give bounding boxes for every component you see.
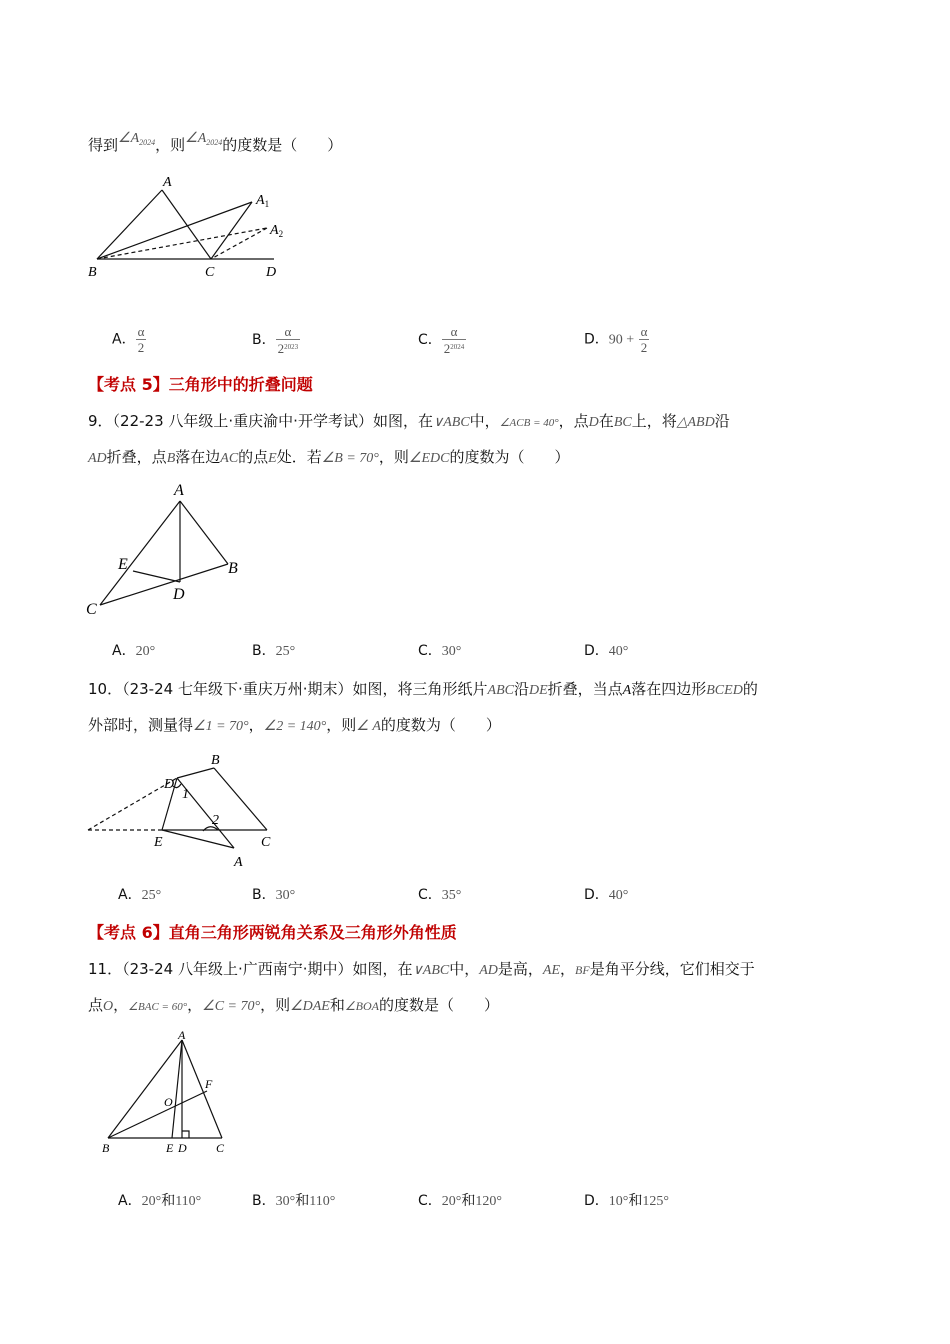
q8-label-c: C: [205, 265, 215, 280]
q11-label-b: B: [102, 1141, 110, 1155]
q8-stem-line: [88, 128, 342, 156]
q10-label-e: E: [154, 835, 163, 850]
section-5-heading: 【考点 5】三角形中的折叠问题: [88, 375, 313, 394]
q11-stem-line-2: 点O，∠BAC = 60°，∠C = 70°，则∠DAE和∠BOA的度数是（ ）: [88, 996, 499, 1014]
q10-option-d[interactable]: D．40°: [584, 887, 629, 903]
section-6-heading: 【考点 6】直角三角形两锐角关系及三角形外角性质: [88, 923, 457, 942]
q8-option-d[interactable]: D．90 + $\frac{\alpha}{2}$: [584, 324, 648, 355]
q11-label-a: A: [178, 1028, 186, 1042]
q8-angle: $\angle A_{2024}$: [118, 131, 156, 147]
q9-label-b: B: [228, 560, 238, 577]
q10-option-b[interactable]: B．30°: [252, 887, 296, 903]
q9-option-d[interactable]: D．40°: [584, 643, 629, 659]
q11-figure: [98, 1026, 238, 1160]
q10-label-a: A: [234, 855, 243, 870]
q10-label-2: 2: [212, 813, 219, 828]
q8-option-b[interactable]: B． $\frac{\alpha}{2^{2023}}$: [252, 324, 299, 356]
q11-label-c: C: [216, 1141, 225, 1155]
q11-line-ac: [182, 1040, 222, 1138]
q9-label-c: C: [86, 601, 97, 618]
q11-label-d: D: [178, 1141, 187, 1155]
q10-label-b: B: [211, 753, 220, 768]
q11-stem-line-1: 11．（23-24 八年级上·广西南宁·期中）如图，在∨ABC中，AD是高，AE，BF是角平分线，它们相交于: [88, 960, 755, 978]
q8-angle-2: $\angle A_{2024}$: [185, 131, 223, 147]
q11-label-o: O: [164, 1095, 173, 1109]
q8-label-a2: $A_2$: [270, 223, 284, 239]
q8-option-a[interactable]: A． $\frac{\alpha}{2}$: [112, 324, 145, 355]
q9-figure: [80, 478, 250, 618]
q8-figure: [84, 168, 284, 280]
q10-option-a[interactable]: A．25°: [118, 887, 162, 903]
q11-option-c[interactable]: C．20°和120°: [418, 1193, 502, 1209]
q10-stem-line-2: 外部时，测量得∠1 = 70°，∠2 = 140°，则∠ A的度数为（ ）: [88, 716, 501, 734]
q10-figure: [84, 748, 284, 870]
q8-line-a2c: [211, 228, 267, 259]
q10-line-bc: [214, 768, 267, 830]
q11-option-a[interactable]: A．20°和110°: [118, 1193, 202, 1209]
q10-label-d: D: [164, 777, 175, 792]
q11-label-e: E: [166, 1141, 174, 1155]
q9-option-a[interactable]: A．20°: [112, 643, 156, 659]
q10-label-1: 1: [182, 787, 189, 802]
q10-line-ea: [162, 830, 234, 848]
q11-right-angle-mark: [182, 1131, 189, 1138]
q8-label-d: D: [266, 265, 277, 280]
q9-stem-line-1: 9．（22-23 八年级上·重庆渝中·开学考试）如图，在∨ABC中，∠ACB = 40°，点D在BC上，将△ABD沿: [88, 412, 730, 430]
q9-stem-line-2: AD折叠，点B落在边AC的点E处．若∠B = 70°，则∠EDC的度数为（ ）: [88, 448, 570, 466]
q8-text: ，则: [155, 136, 186, 154]
q8-label-a1: $A_1$: [256, 193, 270, 209]
q9-option-b[interactable]: B．25°: [252, 643, 296, 659]
q9-label-e: E: [118, 556, 128, 573]
q8-text: 得到: [88, 136, 119, 154]
q8-line-a1c: [211, 202, 252, 259]
q9-label-d: D: [173, 586, 185, 603]
q10-label-c: C: [261, 835, 271, 850]
q9-line-ed: [133, 571, 180, 582]
q11-option-b[interactable]: B．30°和110°: [252, 1193, 336, 1209]
q10-line-db: [177, 768, 214, 778]
q8-option-c[interactable]: C． $\frac{\alpha}{2^{2024}}$: [418, 324, 465, 356]
q10-stem-line-1: 10．（23-24 七年级下·重庆万州·期末）如图，将三角形纸片ABC沿DE折叠，当点A落在四边形BCED的: [88, 680, 758, 698]
q8-label-a: A: [163, 175, 172, 190]
q8-line-ba1: [97, 202, 252, 259]
q9-line-ac: [100, 501, 180, 605]
q11-option-d[interactable]: D．10°和125°: [584, 1193, 669, 1209]
q11-label-f: F: [205, 1077, 213, 1091]
q9-option-c[interactable]: C．30°: [418, 643, 462, 659]
q11-line-ab: [108, 1040, 182, 1138]
q9-line-ab: [180, 501, 228, 564]
q8-text: 的度数是（ ）: [222, 136, 343, 154]
q9-label-a: A: [174, 482, 184, 499]
q11-line-ae: [172, 1040, 182, 1138]
q8-label-b: B: [88, 265, 97, 280]
q11-line-bf: [108, 1091, 207, 1138]
q10-option-c[interactable]: C．35°: [418, 887, 462, 903]
q8-line-ac: [162, 190, 211, 259]
